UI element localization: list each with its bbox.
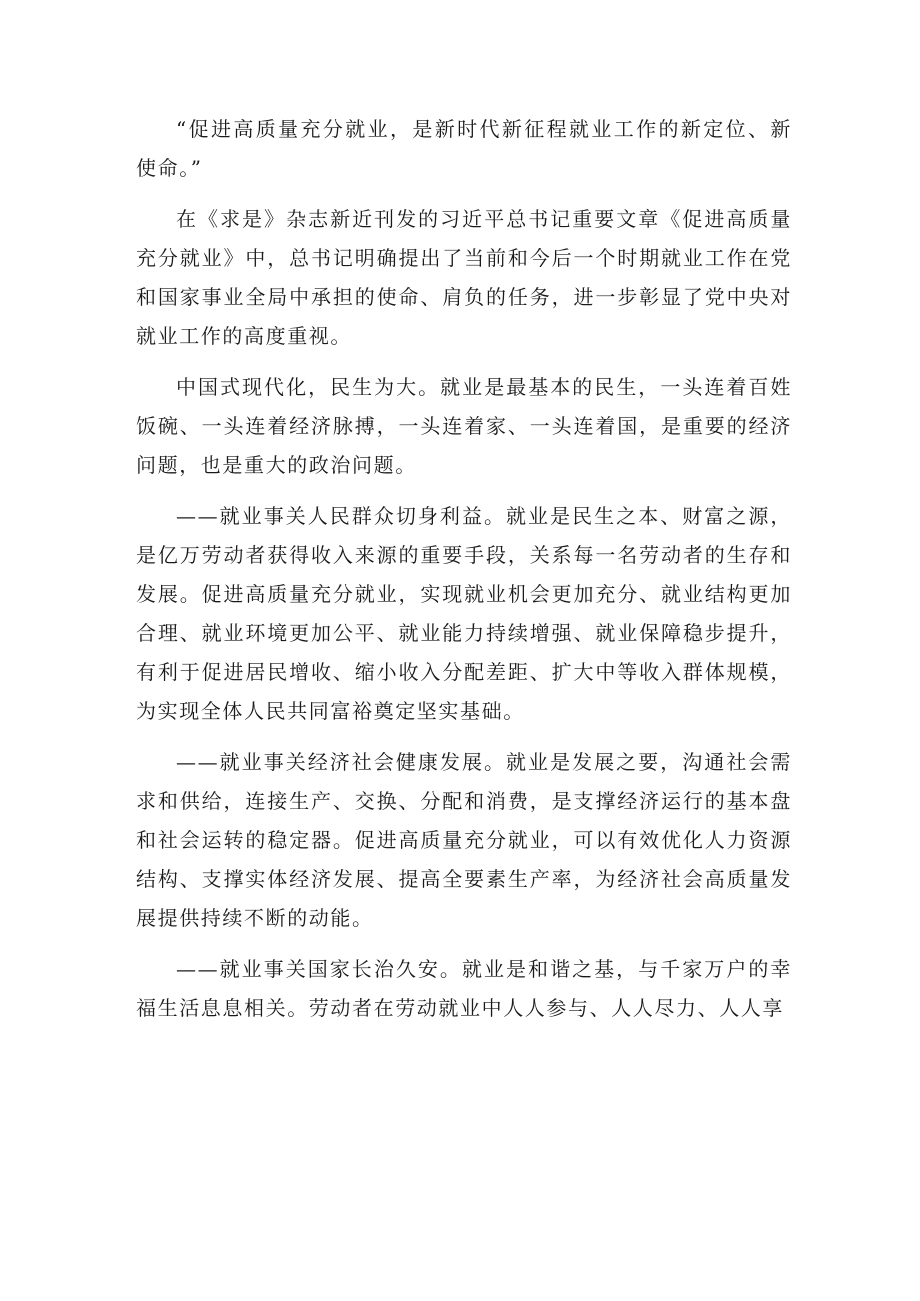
document-body — [136, 110, 792, 1040]
paragraph-people-interests: ——就业事关人民群众切身利益。就业是民生之本、财富之源，是亿万劳动者获得收入来源的重要手段，关系每一名劳动者的生存和发展。促进高质量充分就业，实现就业机会更加充分、就业结构更加合理、就业环境更加公平、就业能力持续增强、就业保障稳步提升，有利于促进居民增收、缩小收入分配差距、扩大中等收入群体规模，为实现全体人民共同富裕奠定坚实基础。 — [136, 504, 792, 723]
paragraph-qiushi-article: 在《求是》杂志新近刊发的习近平总书记重要文章《促进高质量充分就业》中，总书记明确提出了当前和今后一个时期就业工作在党和国家事业全局中承担的使命、肩负的任务，进一步彰显了党中央对就业工作的高度重视。 — [136, 207, 792, 348]
paragraph-livelihood: 中国式现代化，民生为大。就业是最基本的民生，一头连着百姓饭碗、一头连着经济脉搏，一头连着家、一头连着国，是重要的经济问题，也是重大的政治问题。 — [136, 375, 792, 477]
paragraph-quote: “促进高质量充分就业，是新时代新征程就业工作的新定位、新使命。” — [136, 117, 792, 180]
paragraph-national-stability: ——就业事关国家长治久安。就业是和谐之基，与千家万户的幸福生活息息相关。劳动者在劳动就业中人人参与、人人尽力、人人享 — [136, 957, 792, 1020]
paragraph-economic-development: ——就业事关经济社会健康发展。就业是发展之要，沟通社会需求和供给，连接生产、交换、分配和消费，是支撑经济运行的基本盘和社会运转的稳定器。促进高质量充分就业，可以有效优化人力资源结构、支撑实体经济发展、提高全要素生产率，为经济社会高质量发展提供持续不断的动能。 — [136, 750, 792, 930]
